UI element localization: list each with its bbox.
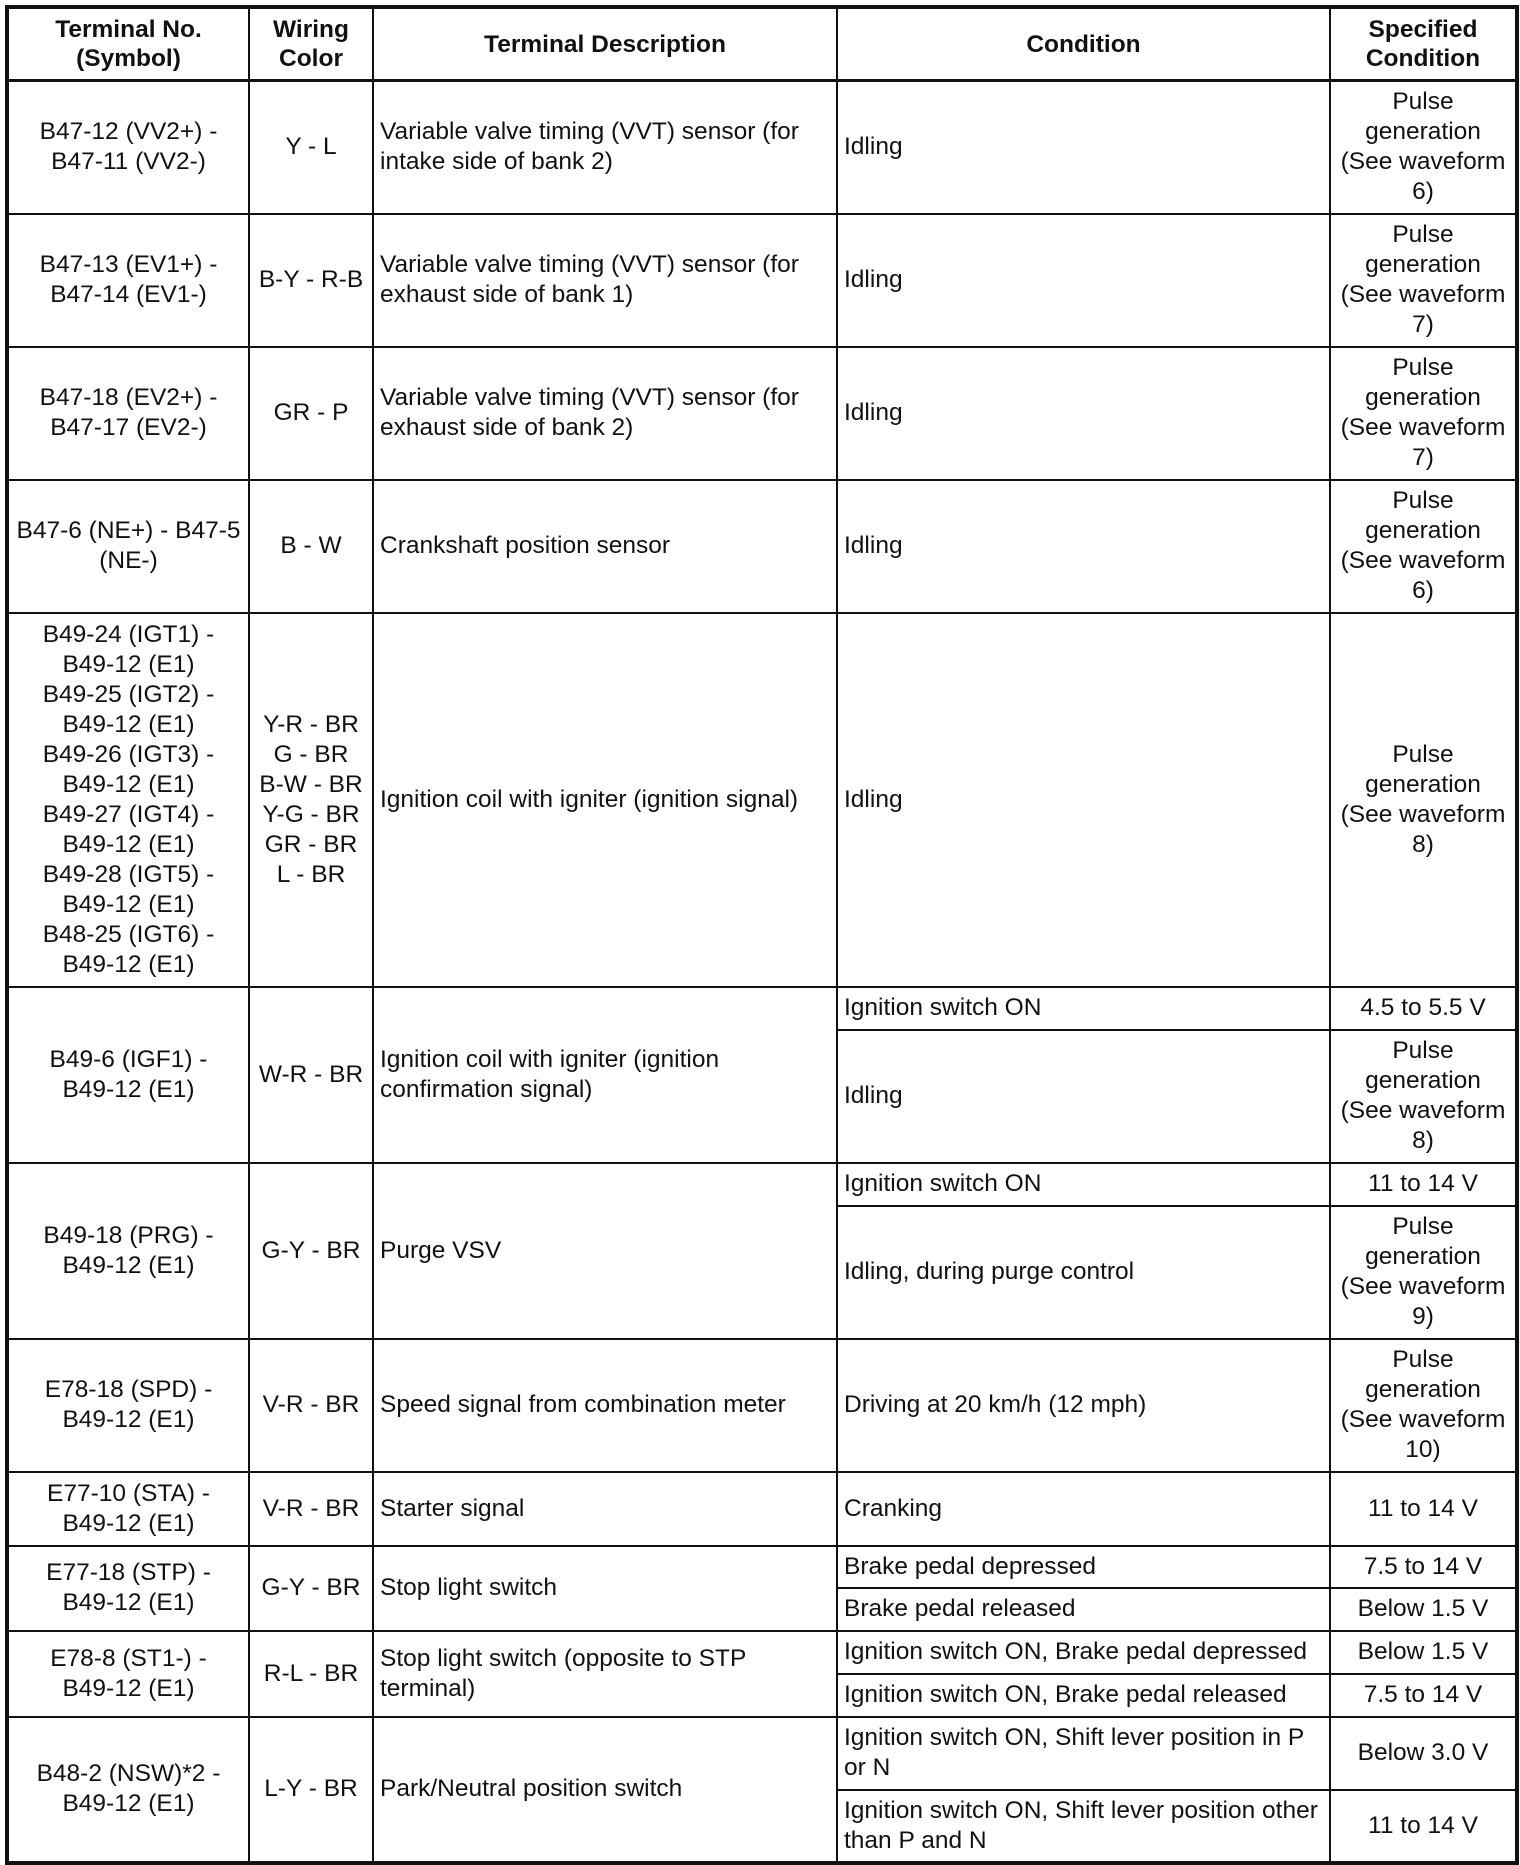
- terminal-cell: E78-18 (SPD) - B49-12 (E1): [7, 1339, 249, 1472]
- specified-condition-cell: Pulse generation (See waveform 9): [1330, 1206, 1517, 1339]
- table-row: [7, 1546, 1517, 1588]
- header-terminal-description: Terminal Description: [373, 7, 837, 81]
- terminal-cell: E78-8 (ST1-) - B49-12 (E1): [7, 1631, 249, 1717]
- condition-cell: Idling: [837, 1030, 1330, 1163]
- table-row: [7, 613, 1517, 987]
- terminal-cell: B47-18 (EV2+) - B47-17 (EV2-): [7, 347, 249, 480]
- description-cell: Stop light switch: [373, 1546, 837, 1631]
- header-specified-condition: Specified Condition: [1330, 7, 1517, 81]
- specified-condition-cell: Pulse generation (See waveform 6): [1330, 81, 1517, 214]
- terminal-cell: B49-24 (IGT1) - B49-12 (E1) B49-25 (IGT2) - B49-12 (E1) B49-26 (IGT3) - B49-12 (E1) B49-27 (IGT4) - B49-12 (E1) B49-28 (IGT5) - B49-12 (E1) B48-25 (IGT6) - B49-12 (E1): [7, 613, 249, 987]
- wiring-color-cell: V-R - BR: [249, 1339, 373, 1472]
- terminal-cell: B49-18 (PRG) - B49-12 (E1): [7, 1163, 249, 1339]
- specified-condition-cell: 11 to 14 V: [1330, 1790, 1517, 1863]
- terminal-cell: B47-6 (NE+) - B47-5 (NE-): [7, 480, 249, 613]
- specified-condition-cell: 7.5 to 14 V: [1330, 1674, 1517, 1717]
- specified-condition-cell: 11 to 14 V: [1330, 1472, 1517, 1546]
- condition-cell: Brake pedal released: [837, 1588, 1330, 1631]
- condition-cell: Cranking: [837, 1472, 1330, 1546]
- wiring-color-cell: G-Y - BR: [249, 1163, 373, 1339]
- spec-table-wrapper: [5, 5, 1519, 1865]
- wiring-color-cell: W-R - BR: [249, 987, 373, 1163]
- condition-cell: Ignition switch ON, Shift lever position in P or N: [837, 1717, 1330, 1790]
- wiring-color-cell: GR - P: [249, 347, 373, 480]
- condition-cell: Idling: [837, 347, 1330, 480]
- condition-cell: Ignition switch ON: [837, 1163, 1330, 1206]
- terminal-spec-table: [5, 5, 1519, 1865]
- wiring-color-cell: L-Y - BR: [249, 1717, 373, 1863]
- description-cell: Ignition coil with igniter (ignition signal): [373, 613, 837, 987]
- terminal-cell: B48-2 (NSW)*2 - B49-12 (E1): [7, 1717, 249, 1863]
- condition-cell: Ignition switch ON, Brake pedal released: [837, 1674, 1330, 1717]
- wiring-color-cell: Y-R - BR G - BR B-W - BR Y-G - BR GR - BR L - BR: [249, 613, 373, 987]
- description-cell: Speed signal from combination meter: [373, 1339, 837, 1472]
- condition-cell: Ignition switch ON, Brake pedal depressed: [837, 1631, 1330, 1674]
- table-row: [7, 480, 1517, 613]
- condition-cell: Driving at 20 km/h (12 mph): [837, 1339, 1330, 1472]
- header-row: [7, 7, 1517, 81]
- specified-condition-cell: Below 1.5 V: [1330, 1588, 1517, 1631]
- condition-cell: Idling: [837, 81, 1330, 214]
- table-row: [7, 987, 1517, 1030]
- wiring-color-cell: B - W: [249, 480, 373, 613]
- wiring-color-cell: R-L - BR: [249, 1631, 373, 1717]
- wiring-color-cell: B-Y - R-B: [249, 214, 373, 347]
- specified-condition-cell: Pulse generation (See waveform 7): [1330, 347, 1517, 480]
- table-row: [7, 1163, 1517, 1206]
- condition-cell: Idling: [837, 480, 1330, 613]
- description-cell: Variable valve timing (VVT) sensor (for exhaust side of bank 2): [373, 347, 837, 480]
- specified-condition-cell: Below 3.0 V: [1330, 1717, 1517, 1790]
- terminal-cell: B47-12 (VV2+) - B47-11 (VV2-): [7, 81, 249, 214]
- specified-condition-cell: Pulse generation (See waveform 7): [1330, 214, 1517, 347]
- specified-condition-cell: 4.5 to 5.5 V: [1330, 987, 1517, 1030]
- description-cell: Park/Neutral position switch: [373, 1717, 837, 1863]
- terminal-cell: E77-10 (STA) - B49-12 (E1): [7, 1472, 249, 1546]
- table-row: [7, 1631, 1517, 1674]
- condition-cell: Ignition switch ON: [837, 987, 1330, 1030]
- description-cell: Purge VSV: [373, 1163, 837, 1339]
- description-cell: Variable valve timing (VVT) sensor (for intake side of bank 2): [373, 81, 837, 214]
- header-wiring-color: Wiring Color: [249, 7, 373, 81]
- terminal-cell: B49-6 (IGF1) - B49-12 (E1): [7, 987, 249, 1163]
- condition-cell: Idling, during purge control: [837, 1206, 1330, 1339]
- wiring-color-cell: Y - L: [249, 81, 373, 214]
- condition-cell: Idling: [837, 613, 1330, 987]
- description-cell: Variable valve timing (VVT) sensor (for exhaust side of bank 1): [373, 214, 837, 347]
- description-cell: Starter signal: [373, 1472, 837, 1546]
- table-row: [7, 81, 1517, 214]
- terminal-cell: E77-18 (STP) - B49-12 (E1): [7, 1546, 249, 1631]
- specified-condition-cell: 7.5 to 14 V: [1330, 1546, 1517, 1588]
- table-row: [7, 1472, 1517, 1546]
- specified-condition-cell: 11 to 14 V: [1330, 1163, 1517, 1206]
- description-cell: Stop light switch (opposite to STP terminal): [373, 1631, 837, 1717]
- table-row: [7, 214, 1517, 347]
- specified-condition-cell: Pulse generation (See waveform 8): [1330, 1030, 1517, 1163]
- table-row: [7, 1339, 1517, 1472]
- table-row: [7, 347, 1517, 480]
- condition-cell: Ignition switch ON, Shift lever position other than P and N: [837, 1790, 1330, 1863]
- wiring-color-cell: G-Y - BR: [249, 1546, 373, 1631]
- terminal-cell: B47-13 (EV1+) - B47-14 (EV1-): [7, 214, 249, 347]
- specified-condition-cell: Pulse generation (See waveform 8): [1330, 613, 1517, 987]
- wiring-color-cell: V-R - BR: [249, 1472, 373, 1546]
- description-cell: Crankshaft position sensor: [373, 480, 837, 613]
- condition-cell: Brake pedal depressed: [837, 1546, 1330, 1588]
- specified-condition-cell: Pulse generation (See waveform 10): [1330, 1339, 1517, 1472]
- header-terminal: Terminal No. (Symbol): [7, 7, 249, 81]
- condition-cell: Idling: [837, 214, 1330, 347]
- header-condition: Condition: [837, 7, 1330, 81]
- specified-condition-cell: Pulse generation (See waveform 6): [1330, 480, 1517, 613]
- table-row: [7, 1717, 1517, 1790]
- description-cell: Ignition coil with igniter (ignition confirmation signal): [373, 987, 837, 1163]
- specified-condition-cell: Below 1.5 V: [1330, 1631, 1517, 1674]
